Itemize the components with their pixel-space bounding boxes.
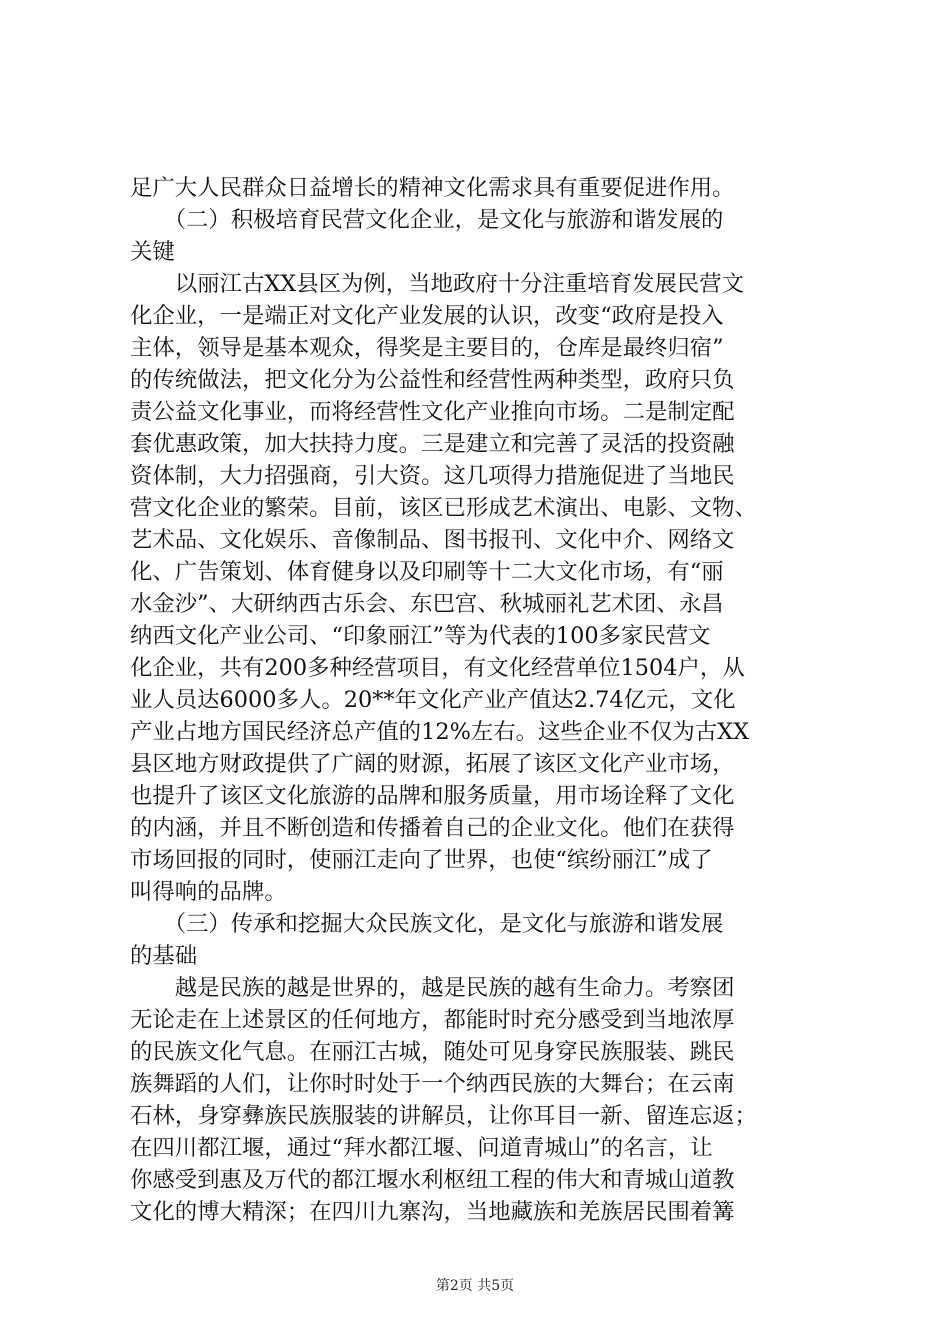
text-line: 的民族文化气息。在丽江古城，随处可见身穿民族服装、跳民	[130, 1039, 735, 1065]
text-line: 足广大人民群众日益增长的精神文化需求具有重要促进作用。	[130, 175, 735, 201]
text-line: 在四川都江堰，通过“拜水都江堰、问道青城山”的名言，让	[130, 1135, 713, 1161]
text-line: 你感受到惠及万代的都江堰水利枢纽工程的伟大和青城山道教	[130, 1167, 735, 1193]
text-line: 水金沙”、大研纳西古乐会、东巴宫、秋城丽礼艺术团、永昌	[130, 591, 724, 617]
text-line: 化企业，共有200多种经营项目，有文化经营单位1504户，从	[130, 655, 745, 681]
text-line: 主体，领导是基本观众，得奖是主要目的，仓库是最终归宿”	[130, 335, 724, 361]
text-line: 营文化企业的繁荣。目前，该区已形成艺术演出、电影、文物、	[130, 495, 757, 521]
section-heading-line: （三）传承和挖掘大众民族文化，是文化与旅游和谐发展	[130, 911, 724, 937]
text-line: 也提升了该区文化旅游的品牌和服务质量，用市场诠释了文化	[130, 783, 735, 809]
text-line: 的内涵，并且不断创造和传播着自己的企业文化。他们在获得	[130, 815, 735, 841]
text-line: 艺术品、文化娱乐、音像制品、图书报刊、文化中介、网络文	[130, 527, 735, 553]
text-line: 套优惠政策，加大扶持力度。三是建立和完善了灵活的投资融	[130, 431, 735, 457]
text-line: 越是民族的越是世界的，越是民族的越有生命力。考察团	[130, 975, 735, 1001]
text-line: 责公益文化事业，而将经营性文化产业推向市场。二是制定配	[130, 399, 735, 425]
text-line: 族舞蹈的人们，让你时时处于一个纳西民族的大舞台；在云南	[130, 1071, 735, 1097]
text-line: 以丽江古XX县区为例，当地政府十分注重培育发展民营文	[130, 271, 745, 297]
text-line: 无论走在上述景区的任何地方，都能时时充分感受到当地浓厚	[130, 1007, 735, 1033]
text-line: 业人员达6000多人。20**年文化产业产值达2.74亿元，文化	[130, 687, 736, 713]
body-text	[130, 172, 830, 1228]
text-line: 产业占地方国民经济总产值的12%左右。这些企业不仅为古XX	[130, 719, 750, 745]
text-line: 市场回报的同时，使丽江走向了世界，也使“缤纷丽江”成了	[130, 847, 713, 873]
text-line: 石林，身穿彝族民族服装的讲解员，让你耳目一新、留连忘返；	[130, 1103, 757, 1129]
text-line: 县区地方财政提供了广阔的财源，拓展了该区文化产业市场，	[130, 751, 735, 777]
text-line: 资体制，大力招强商，引大资。这几项得力措施促进了当地民	[130, 463, 735, 489]
text-line: 叫得响的品牌。	[130, 879, 287, 905]
text-line: 的传统做法，把文化分为公益性和经营性两种类型，政府只负	[130, 367, 735, 393]
text-line: 化、广告策划、体育健身以及印刷等十二大文化市场，有“丽	[130, 559, 724, 585]
text-line: 化企业，一是端正对文化产业发展的认识，改变“政府是投入	[130, 303, 724, 329]
page-number-footer: 第2页 共5页	[435, 1278, 515, 1294]
text-line: 纳西文化产业公司、“印象丽江”等为代表的100多家民营文	[130, 623, 711, 649]
section-heading-line: （二）积极培育民营文化企业，是文化与旅游和谐发展的	[130, 207, 724, 233]
text-line: 文化的博大精深；在四川九寨沟，当地藏族和羌族居民围着篝	[130, 1199, 735, 1225]
section-heading-line: 关键	[130, 239, 175, 265]
section-heading-line: 的基础	[130, 943, 198, 969]
